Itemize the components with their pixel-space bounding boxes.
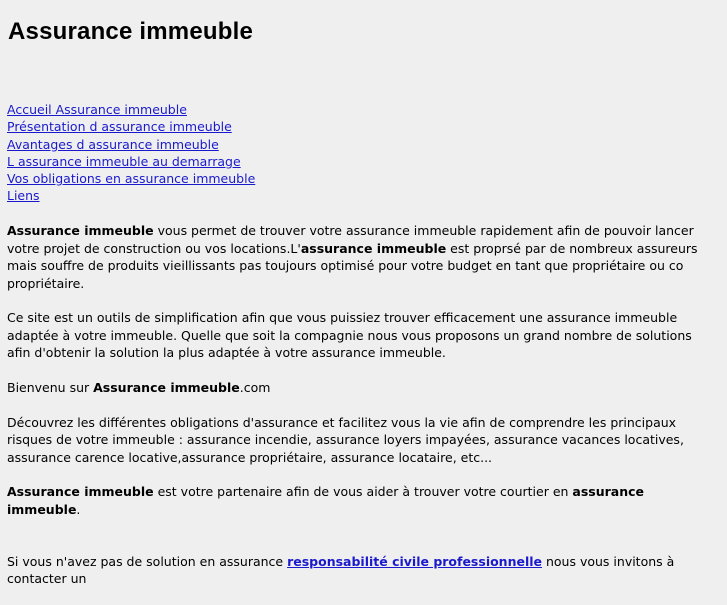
nav-menu bbox=[7, 101, 255, 205]
nav-link-obligations[interactable]: Vos obligations en assurance immeuble bbox=[7, 171, 256, 187]
text: vous permet de trouver votre assurance immeuble rapidement afin de pouvoir lancer votre projet de construction ou vos locations.L' bbox=[7, 223, 694, 256]
nav-link-liens[interactable]: Liens bbox=[7, 188, 40, 204]
nav-link-presentation[interactable]: Présentation d assurance immeuble bbox=[7, 119, 232, 135]
nav-link-demarrage[interactable]: L assurance immeuble au demarrage bbox=[7, 153, 241, 169]
text: Bienvenu sur bbox=[7, 379, 94, 395]
site-name: Assurance immeuble bbox=[93, 379, 240, 395]
main-content bbox=[7, 222, 719, 605]
text: est votre partenaire afin de vous aider à trouver votre courtier en bbox=[153, 484, 573, 500]
text: nous vous invitons à contacter un bbox=[7, 553, 675, 587]
bold-term: assurance immeuble bbox=[300, 240, 447, 256]
nav-link-accueil[interactable]: Accueil Assurance immeuble bbox=[7, 102, 187, 117]
text: est proprsé par de nombreux assureurs mais souffre de produits vieillissants pas toujours optimisé pour votre budget en tant que propriétaire ou co propriétaire. bbox=[7, 240, 698, 291]
text: .com bbox=[239, 379, 271, 395]
partner-paragraph bbox=[7, 483, 719, 518]
intro-paragraph bbox=[7, 222, 719, 292]
spacer bbox=[7, 535, 719, 553]
rc-pro-link[interactable]: responsabilité civile professionnelle bbox=[287, 553, 543, 569]
welcome-paragraph bbox=[7, 379, 719, 397]
description-paragraph: Ce site est un outils de simplification afin que vous puissiez trouver efficacement une assurance immeuble adaptée à votre immeuble. Quelle que soit la compagnie nous vous proposons un grand nombre de solutions afin d'obtenir la solution la plus adaptée à votre assurance immeuble. bbox=[7, 310, 692, 361]
bold-term: Assurance immeuble bbox=[7, 223, 154, 238]
rc-pro-paragraph bbox=[7, 553, 719, 588]
bold-term: Assurance immeuble bbox=[7, 484, 154, 500]
obligations-paragraph: Découvrez les différentes obligations d'assurance et facilitez vous la vie afin de comprendre les principaux risques de votre immeuble : assurance incendie, assurance loyers impayées, assurance vacances locatives, assurance carence locative,assurance propriétaire, assurance locataire, etc... bbox=[7, 414, 684, 465]
nav-link-avantages[interactable]: Avantages d assurance immeuble bbox=[7, 136, 219, 152]
bold-term: assurance immeuble bbox=[7, 484, 645, 517]
page-title: Assurance immeuble bbox=[8, 18, 254, 45]
text: . bbox=[76, 501, 81, 517]
text: Si vous n'avez pas de solution en assurance bbox=[7, 553, 288, 569]
